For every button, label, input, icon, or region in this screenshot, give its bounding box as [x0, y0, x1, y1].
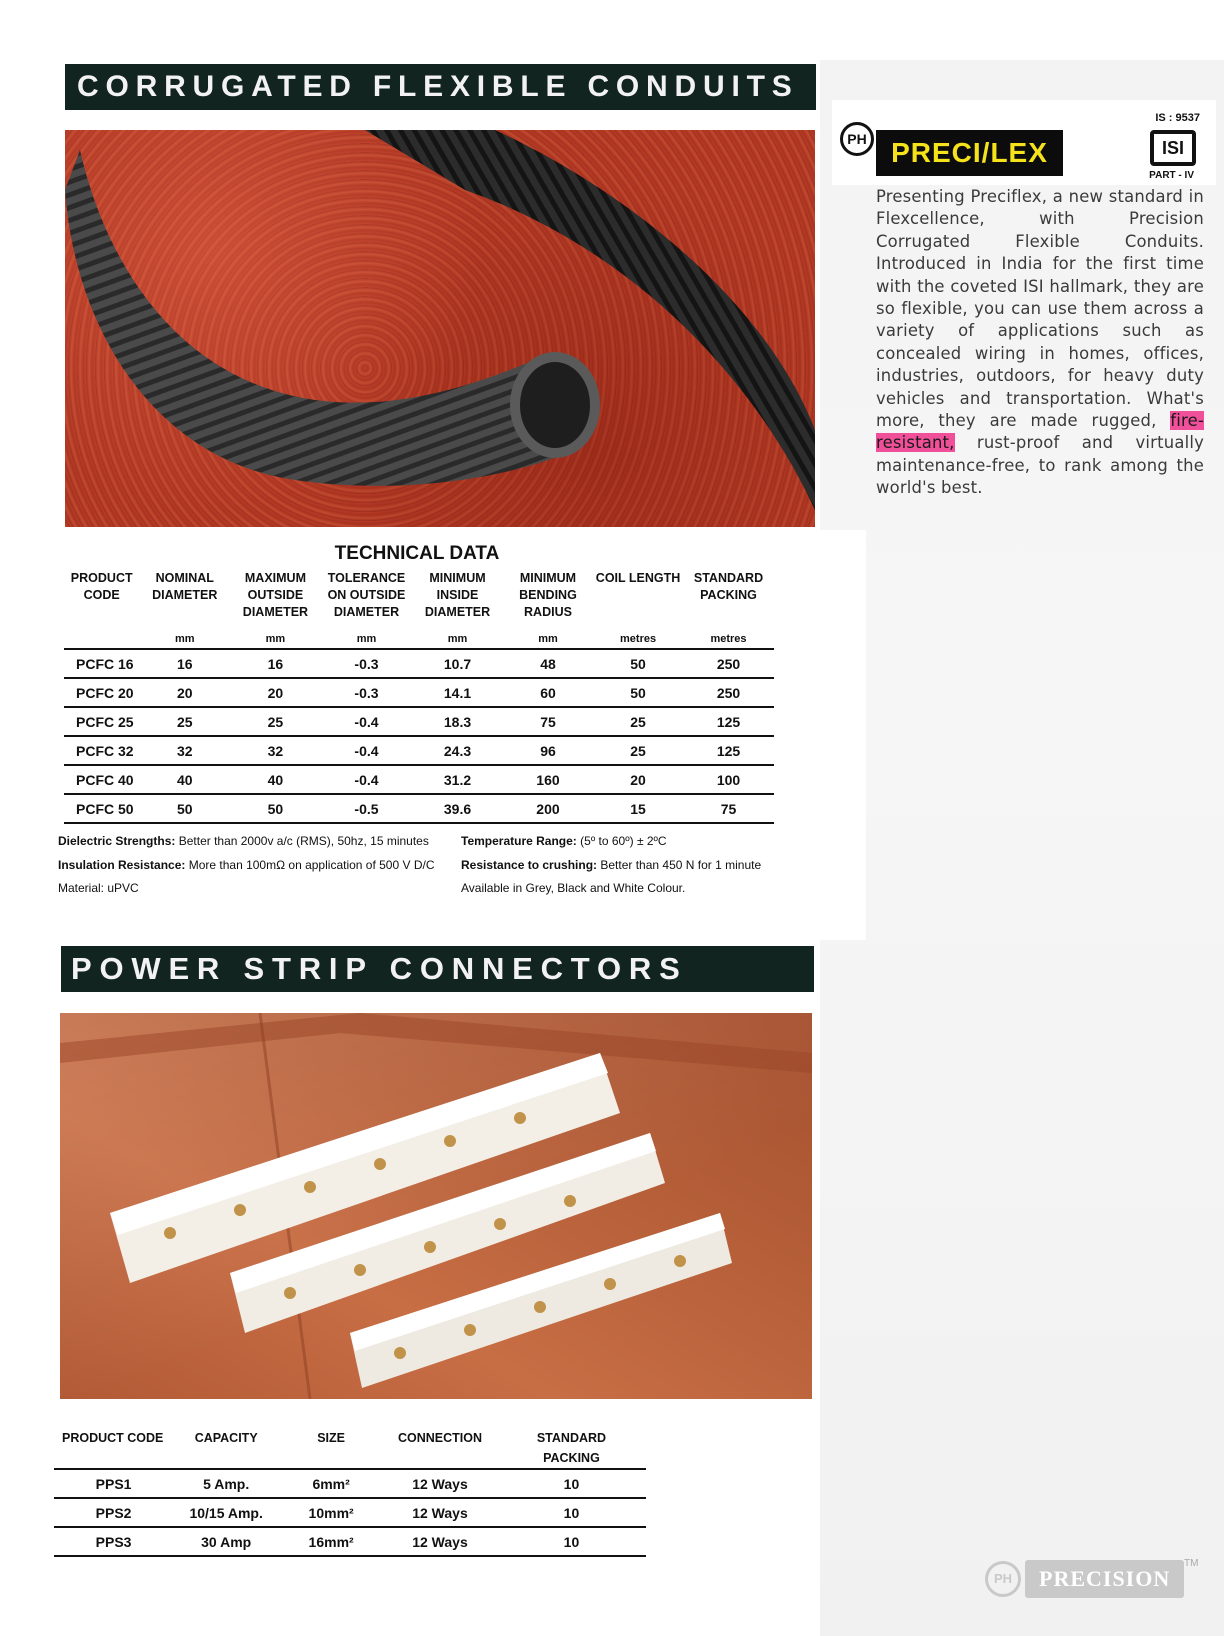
preciflex-logo: PRECI/LEX [876, 130, 1063, 176]
table-cell: 125 [683, 736, 774, 765]
col-header: MINIMUM INSIDE DIAMETER [424, 571, 491, 619]
temperature-range [461, 830, 761, 854]
spec-value: More than 100mΩ on application of 500 V D/C [188, 857, 435, 872]
table-cell: 96 [503, 736, 593, 765]
table-cell: 24.3 [412, 736, 503, 765]
table-cell: 75 [683, 794, 774, 823]
table-cell: 39.6 [412, 794, 503, 823]
col-header: NOMINAL DIAMETER [152, 571, 218, 602]
precision-emblem-icon: PH [985, 1561, 1021, 1597]
insulation-resistance [58, 854, 435, 878]
strip-connector-illustration [60, 1013, 812, 1399]
col-header: STANDARD PACKING [693, 571, 764, 602]
spec-label: Resistance to crushing: [461, 857, 598, 872]
conduit-illustration [65, 130, 815, 527]
isi-standard-number: IS : 9537 [1155, 112, 1200, 124]
conduit-specs-left [58, 830, 435, 901]
spec-value: Better than 2000v a/c (RMS), 50hz, 15 minutes [178, 834, 429, 848]
table-cell: 40 [139, 765, 230, 794]
table-cell: 50 [593, 649, 683, 678]
table-cell: 200 [503, 794, 593, 823]
table-row [64, 794, 774, 823]
conduit-opening [515, 357, 595, 453]
strip-section-title: POWER STRIP CONNECTORS [61, 946, 814, 992]
conduit-specs-right [461, 830, 761, 901]
conduit-section-title: CORRUGATED FLEXIBLE CONDUITS [65, 64, 816, 110]
table-cell: 60 [503, 678, 593, 707]
table-cell: -0.4 [321, 707, 412, 736]
col-unit: mm [412, 630, 503, 649]
crushing-resistance [461, 854, 761, 878]
table-row [64, 649, 774, 678]
preciflex-brand-box [832, 100, 1216, 185]
col-unit: mm [230, 630, 321, 649]
table-cell: 10 [497, 1469, 646, 1498]
table-cell: 18.3 [412, 707, 503, 736]
table-cell: 50 [230, 794, 321, 823]
technical-data-table [64, 568, 774, 824]
col-unit: mm [321, 630, 412, 649]
col-header: PRODUCT CODE [54, 1424, 173, 1469]
table-cell: 75 [503, 707, 593, 736]
col-header: SIZE [279, 1424, 383, 1469]
table-cell: PPS1 [54, 1469, 173, 1498]
col-header: CAPACITY [173, 1424, 279, 1469]
spec-label: Dielectric Strengths: [58, 834, 176, 848]
table-cell: 20 [593, 765, 683, 794]
table-cell: 25 [139, 707, 230, 736]
table-row [54, 1469, 646, 1498]
table-cell: -0.4 [321, 765, 412, 794]
table-cell: 25 [593, 707, 683, 736]
table-cell: PPS3 [54, 1527, 173, 1556]
table-cell: 10/15 Amp. [173, 1498, 279, 1527]
strip-connector-photo [60, 1013, 812, 1399]
table-cell: 20 [139, 678, 230, 707]
dielectric-strength [58, 830, 435, 854]
conduit-photo [65, 130, 815, 527]
table-cell: -0.3 [321, 678, 412, 707]
table-cell: PCFC 32 [64, 736, 139, 765]
table-cell: PCFC 50 [64, 794, 139, 823]
table-cell: 5 Amp. [173, 1469, 279, 1498]
col-header: CONNECTION [383, 1424, 497, 1469]
precision-wordmark: PRECISION [1025, 1560, 1184, 1598]
table-cell: 10mm² [279, 1498, 383, 1527]
material-spec: Material: uPVC [58, 881, 139, 895]
table-cell: 15 [593, 794, 683, 823]
table-cell: 50 [593, 678, 683, 707]
col-unit: metres [683, 630, 774, 649]
table-cell: -0.4 [321, 736, 412, 765]
col-unit: mm [139, 630, 230, 649]
preciflex-intro-text [876, 186, 1204, 500]
intro-text-part: rust-proof and virtually maintenance-free, to rank among the world's best. [876, 433, 1204, 498]
spec-value: (5º to 60º) ± 2ºC [580, 834, 667, 848]
spec-value: Better than 450 N for 1 minute [600, 857, 762, 872]
table-row [54, 1498, 646, 1527]
strip-header-row [54, 1424, 646, 1469]
table-cell: 32 [230, 736, 321, 765]
table-cell: PPS2 [54, 1498, 173, 1527]
technical-units-row [64, 630, 774, 649]
col-header: MAXIMUM OUTSIDE DIAMETER [242, 571, 309, 619]
table-cell: 40 [230, 765, 321, 794]
table-cell: 160 [503, 765, 593, 794]
table-cell: 10 [497, 1498, 646, 1527]
table-row [64, 765, 774, 794]
table-cell: 125 [683, 707, 774, 736]
table-cell: 14.1 [412, 678, 503, 707]
table-cell: PCFC 25 [64, 707, 139, 736]
table-cell: 30 Amp [173, 1527, 279, 1556]
table-cell: 16mm² [279, 1527, 383, 1556]
precision-emblem-icon: PH [840, 122, 874, 156]
table-cell: 25 [593, 736, 683, 765]
table-cell: 25 [230, 707, 321, 736]
table-row [64, 707, 774, 736]
technical-header-row [64, 568, 774, 630]
table-cell: 10.7 [412, 649, 503, 678]
col-unit: mm [503, 630, 593, 649]
color-availability: Available in Grey, Black and White Colour. [461, 881, 686, 895]
table-cell: 250 [683, 678, 774, 707]
table-cell: 12 Ways [383, 1527, 497, 1556]
col-unit: metres [593, 630, 683, 649]
table-cell: 48 [503, 649, 593, 678]
table-cell: 100 [683, 765, 774, 794]
table-cell: 12 Ways [383, 1498, 497, 1527]
technical-data-title: TECHNICAL DATA [334, 543, 500, 564]
isi-mark-icon: ISI [1150, 130, 1196, 166]
strip-connector-table [54, 1424, 646, 1557]
col-header: MINIMUM BENDING RADIUS [519, 571, 577, 619]
table-cell: 12 Ways [383, 1469, 497, 1498]
col-header: STANDARD PACKING [497, 1424, 646, 1469]
spec-label: Temperature Range: [461, 834, 577, 848]
table-cell: 32 [139, 736, 230, 765]
table-row [54, 1527, 646, 1556]
intro-text-part: Presenting Preciflex, a new standard in Flexcellence, with Precision Corrugated Flexible Conduits. Introduced in India for the first time with the coveted ISI hallmark, they are so flexible, you can use them across a variety of applications such as concealed wiring in homes, offices, industries, outdoors, for heavy duty vehicles and transportation. What's more, they are made rugged, [876, 187, 1204, 431]
table-cell: 250 [683, 649, 774, 678]
table-cell: 6mm² [279, 1469, 383, 1498]
table-cell: PCFC 16 [64, 649, 139, 678]
table-cell: 50 [139, 794, 230, 823]
isi-standard-part: PART - IV [1149, 170, 1194, 181]
table-cell: PCFC 20 [64, 678, 139, 707]
table-cell: 10 [497, 1527, 646, 1556]
table-cell: PCFC 40 [64, 765, 139, 794]
intro-highlight: fire-resistant, [876, 411, 1204, 453]
table-cell: 16 [139, 649, 230, 678]
col-header: TOLERANCE ON OUTSIDE DIAMETER [327, 571, 406, 619]
precision-footer-logo [985, 1560, 1184, 1598]
col-header: COIL LENGTH [595, 571, 681, 585]
col-header: PRODUCT CODE [70, 571, 133, 602]
spec-label: Insulation Resistance: [58, 857, 186, 872]
table-cell: 16 [230, 649, 321, 678]
table-cell: 20 [230, 678, 321, 707]
table-cell: 31.2 [412, 765, 503, 794]
table-row [64, 736, 774, 765]
trademark-symbol: TM [1184, 1558, 1199, 1569]
col-unit [64, 630, 139, 649]
table-cell: -0.3 [321, 649, 412, 678]
table-cell: -0.5 [321, 794, 412, 823]
table-row [64, 678, 774, 707]
